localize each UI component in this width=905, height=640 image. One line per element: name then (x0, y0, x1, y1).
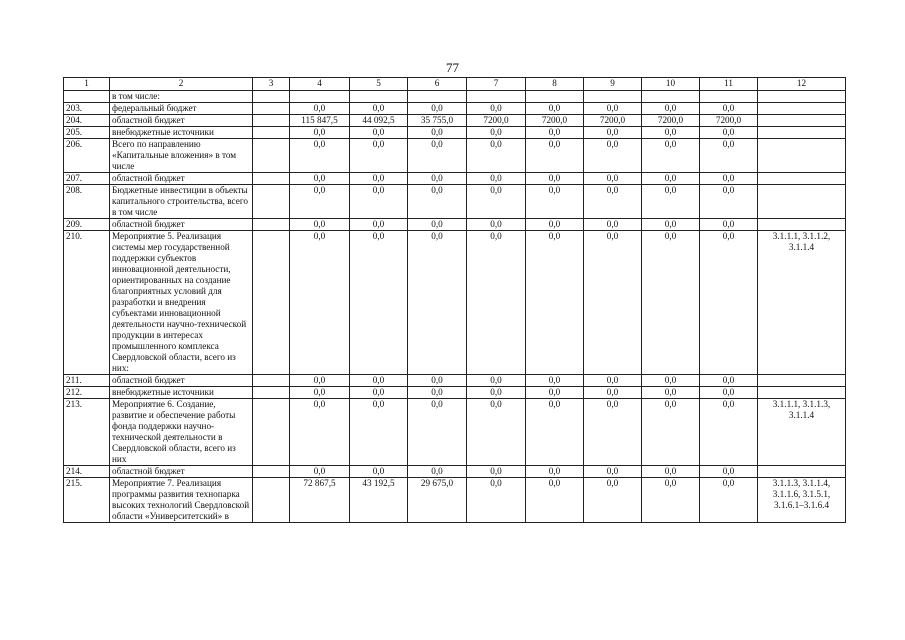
value-cell: 0,0 (642, 231, 700, 375)
row-description: Мероприятие 6. Создание, развитие и обеспечение работы фонда поддержки научно-технической деятельности в Свердловской области, всего из них (110, 399, 253, 466)
value-cell: 0,0 (642, 466, 700, 478)
column-header: 3 (253, 78, 290, 91)
row-description: Мероприятие 7. Реализация программы развития технопарка высоких технологий Свердловской области «Университетский» в (110, 478, 253, 523)
value-cell: 0,0 (290, 466, 350, 478)
value-cell: 0,0 (526, 466, 584, 478)
value-cell: 0,0 (467, 478, 526, 523)
value-cell: 0,0 (467, 139, 526, 173)
value-cell: 0,0 (584, 173, 642, 185)
row-description: областной бюджет (110, 173, 253, 185)
value-cell: 115 847,5 (290, 115, 350, 127)
value-cell: 0,0 (408, 387, 467, 399)
value-cell: 0,0 (584, 466, 642, 478)
value-cell: 43 192,5 (350, 478, 408, 523)
page-number: 77 (446, 60, 459, 75)
value-cell: 0,0 (700, 139, 758, 173)
table-row (64, 91, 846, 103)
target-indicator-refs (758, 91, 846, 103)
row-description: внебюджетные источники (110, 387, 253, 399)
value-cell: 0,0 (350, 399, 408, 466)
value-cell: 0,0 (467, 185, 526, 219)
column-header: 6 (408, 78, 467, 91)
table-row (64, 231, 846, 375)
value-cell: 0,0 (526, 478, 584, 523)
target-indicator-refs (758, 103, 846, 115)
value-cell: 0,0 (290, 127, 350, 139)
value-cell: 0,0 (642, 375, 700, 387)
value-cell: 44 092,5 (350, 115, 408, 127)
value-cell: 0,0 (290, 139, 350, 173)
value-cell: 0,0 (408, 219, 467, 231)
value-cell: 0,0 (526, 185, 584, 219)
value-cell (642, 91, 700, 103)
value-cell: 0,0 (700, 478, 758, 523)
value-cell: 0,0 (642, 103, 700, 115)
value-cell: 0,0 (408, 185, 467, 219)
row-number: 205. (64, 127, 110, 139)
column-3-cell (253, 219, 290, 231)
row-number: 210. (64, 231, 110, 375)
value-cell: 0,0 (700, 185, 758, 219)
table-row (64, 185, 846, 219)
value-cell: 0,0 (467, 219, 526, 231)
row-description: областной бюджет (110, 219, 253, 231)
value-cell: 0,0 (642, 127, 700, 139)
table-row (64, 478, 846, 523)
value-cell: 0,0 (408, 103, 467, 115)
row-number: 208. (64, 185, 110, 219)
column-3-cell (253, 139, 290, 173)
column-3-cell (253, 173, 290, 185)
table-row (64, 173, 846, 185)
value-cell: 0,0 (642, 387, 700, 399)
value-cell: 0,0 (584, 139, 642, 173)
column-header: 12 (758, 78, 846, 91)
value-cell: 0,0 (526, 103, 584, 115)
value-cell: 0,0 (350, 173, 408, 185)
table-row (64, 103, 846, 115)
value-cell: 0,0 (526, 139, 584, 173)
value-cell: 0,0 (584, 387, 642, 399)
column-header: 10 (642, 78, 700, 91)
table-row (64, 466, 846, 478)
table-row (64, 127, 846, 139)
value-cell: 0,0 (584, 127, 642, 139)
column-3-cell (253, 375, 290, 387)
value-cell: 0,0 (584, 375, 642, 387)
column-header: 7 (467, 78, 526, 91)
value-cell: 0,0 (290, 375, 350, 387)
value-cell: 0,0 (526, 387, 584, 399)
value-cell: 0,0 (350, 231, 408, 375)
row-number: 209. (64, 219, 110, 231)
target-indicator-refs (758, 127, 846, 139)
target-indicator-refs: 3.1.1.1, 3.1.1.3, 3.1.1.4 (758, 399, 846, 466)
value-cell: 7200,0 (642, 115, 700, 127)
column-header: 11 (700, 78, 758, 91)
value-cell: 0,0 (700, 219, 758, 231)
value-cell: 0,0 (584, 185, 642, 219)
value-cell: 35 755,0 (408, 115, 467, 127)
target-indicator-refs: 3.1.1.1, 3.1.1.2, 3.1.1.4 (758, 231, 846, 375)
column-header: 2 (110, 78, 253, 91)
column-header: 8 (526, 78, 584, 91)
value-cell: 0,0 (408, 127, 467, 139)
value-cell: 0,0 (700, 231, 758, 375)
row-number (64, 91, 110, 103)
value-cell: 7200,0 (584, 115, 642, 127)
value-cell: 0,0 (467, 231, 526, 375)
value-cell: 7200,0 (700, 115, 758, 127)
value-cell (584, 91, 642, 103)
value-cell: 0,0 (350, 103, 408, 115)
value-cell: 0,0 (290, 219, 350, 231)
column-3-cell (253, 103, 290, 115)
value-cell: 0,0 (467, 173, 526, 185)
value-cell: 0,0 (350, 127, 408, 139)
value-cell: 0,0 (526, 173, 584, 185)
column-3-cell (253, 91, 290, 103)
row-description: в том числе: (110, 91, 253, 103)
target-indicator-refs (758, 387, 846, 399)
value-cell: 0,0 (584, 231, 642, 375)
value-cell: 0,0 (408, 399, 467, 466)
value-cell: 0,0 (642, 399, 700, 466)
value-cell: 0,0 (467, 103, 526, 115)
table-row (64, 375, 846, 387)
row-number: 214. (64, 466, 110, 478)
value-cell: 0,0 (584, 219, 642, 231)
row-description: внебюджетные источники (110, 127, 253, 139)
row-number: 206. (64, 139, 110, 173)
column-header: 9 (584, 78, 642, 91)
row-description: областной бюджет (110, 466, 253, 478)
row-number: 212. (64, 387, 110, 399)
value-cell (290, 91, 350, 103)
column-header: 4 (290, 78, 350, 91)
value-cell: 0,0 (642, 478, 700, 523)
column-3-cell (253, 185, 290, 219)
target-indicator-refs (758, 375, 846, 387)
column-3-cell (253, 115, 290, 127)
column-3-cell (253, 399, 290, 466)
value-cell: 0,0 (642, 185, 700, 219)
value-cell: 0,0 (408, 466, 467, 478)
value-cell: 0,0 (642, 139, 700, 173)
column-3-cell (253, 127, 290, 139)
column-3-cell (253, 478, 290, 523)
value-cell: 7200,0 (467, 115, 526, 127)
budget-table (63, 77, 846, 523)
value-cell: 0,0 (526, 375, 584, 387)
target-indicator-refs (758, 185, 846, 219)
value-cell: 0,0 (700, 375, 758, 387)
value-cell: 0,0 (700, 127, 758, 139)
value-cell: 0,0 (467, 387, 526, 399)
value-cell: 7200,0 (526, 115, 584, 127)
value-cell: 0,0 (350, 219, 408, 231)
row-description: федеральный бюджет (110, 103, 253, 115)
table-row (64, 219, 846, 231)
row-description: Всего по направлению «Капитальные вложения» в том числе (110, 139, 253, 173)
row-description: областной бюджет (110, 115, 253, 127)
value-cell: 0,0 (526, 231, 584, 375)
value-cell: 0,0 (700, 173, 758, 185)
row-description: Бюджетные инвестиции в объекты капитального строительства, всего в том числе (110, 185, 253, 219)
target-indicator-refs (758, 115, 846, 127)
value-cell: 29 675,0 (408, 478, 467, 523)
column-3-cell (253, 387, 290, 399)
row-number: 203. (64, 103, 110, 115)
row-number: 215. (64, 478, 110, 523)
value-cell: 0,0 (642, 173, 700, 185)
column-3-cell (253, 466, 290, 478)
table-body (64, 91, 846, 523)
row-number: 207. (64, 173, 110, 185)
value-cell: 0,0 (584, 103, 642, 115)
value-cell: 0,0 (467, 375, 526, 387)
value-cell: 0,0 (526, 219, 584, 231)
value-cell: 72 867,5 (290, 478, 350, 523)
value-cell: 0,0 (290, 103, 350, 115)
target-indicator-refs (758, 173, 846, 185)
value-cell: 0,0 (408, 231, 467, 375)
value-cell: 0,0 (700, 399, 758, 466)
value-cell: 0,0 (642, 219, 700, 231)
value-cell (408, 91, 467, 103)
value-cell: 0,0 (408, 375, 467, 387)
value-cell (350, 91, 408, 103)
table-row (64, 399, 846, 466)
value-cell: 0,0 (700, 466, 758, 478)
value-cell: 0,0 (290, 185, 350, 219)
value-cell: 0,0 (350, 466, 408, 478)
value-cell: 0,0 (408, 139, 467, 173)
value-cell: 0,0 (290, 173, 350, 185)
row-number: 204. (64, 115, 110, 127)
value-cell: 0,0 (526, 399, 584, 466)
value-cell (467, 91, 526, 103)
value-cell: 0,0 (467, 399, 526, 466)
row-description: Мероприятие 5. Реализация системы мер государственной поддержки субъектов инновационной деятельности, ориентированных на создание благоприятных условий для разработки и внедрения субъектами инновационной деятельности научно-технической продукции в интересах промышленного комплекса Свердловской области, всего из них: (110, 231, 253, 375)
value-cell: 0,0 (700, 387, 758, 399)
row-number: 211. (64, 375, 110, 387)
table-row (64, 139, 846, 173)
value-cell: 0,0 (350, 185, 408, 219)
value-cell (700, 91, 758, 103)
column-header: 5 (350, 78, 408, 91)
value-cell: 0,0 (467, 466, 526, 478)
table-header (64, 78, 846, 91)
value-cell: 0,0 (700, 103, 758, 115)
value-cell: 0,0 (350, 139, 408, 173)
column-3-cell (253, 231, 290, 375)
row-description: областной бюджет (110, 375, 253, 387)
value-cell: 0,0 (350, 375, 408, 387)
column-header: 1 (64, 78, 110, 91)
target-indicator-refs (758, 139, 846, 173)
value-cell: 0,0 (408, 173, 467, 185)
value-cell: 0,0 (290, 231, 350, 375)
table-row (64, 387, 846, 399)
value-cell: 0,0 (350, 387, 408, 399)
value-cell: 0,0 (526, 127, 584, 139)
target-indicator-refs (758, 219, 846, 231)
value-cell: 0,0 (584, 478, 642, 523)
target-indicator-refs (758, 466, 846, 478)
table-row (64, 115, 846, 127)
row-number: 213. (64, 399, 110, 466)
header-row (64, 78, 846, 91)
value-cell: 0,0 (290, 399, 350, 466)
value-cell (526, 91, 584, 103)
value-cell: 0,0 (290, 387, 350, 399)
value-cell: 0,0 (467, 127, 526, 139)
target-indicator-refs: 3.1.1.3, 3.1.1.4, 3.1.1.6, 3.1.5.1, 3.1.6.1–3.1.6.4 (758, 478, 846, 523)
value-cell: 0,0 (584, 399, 642, 466)
